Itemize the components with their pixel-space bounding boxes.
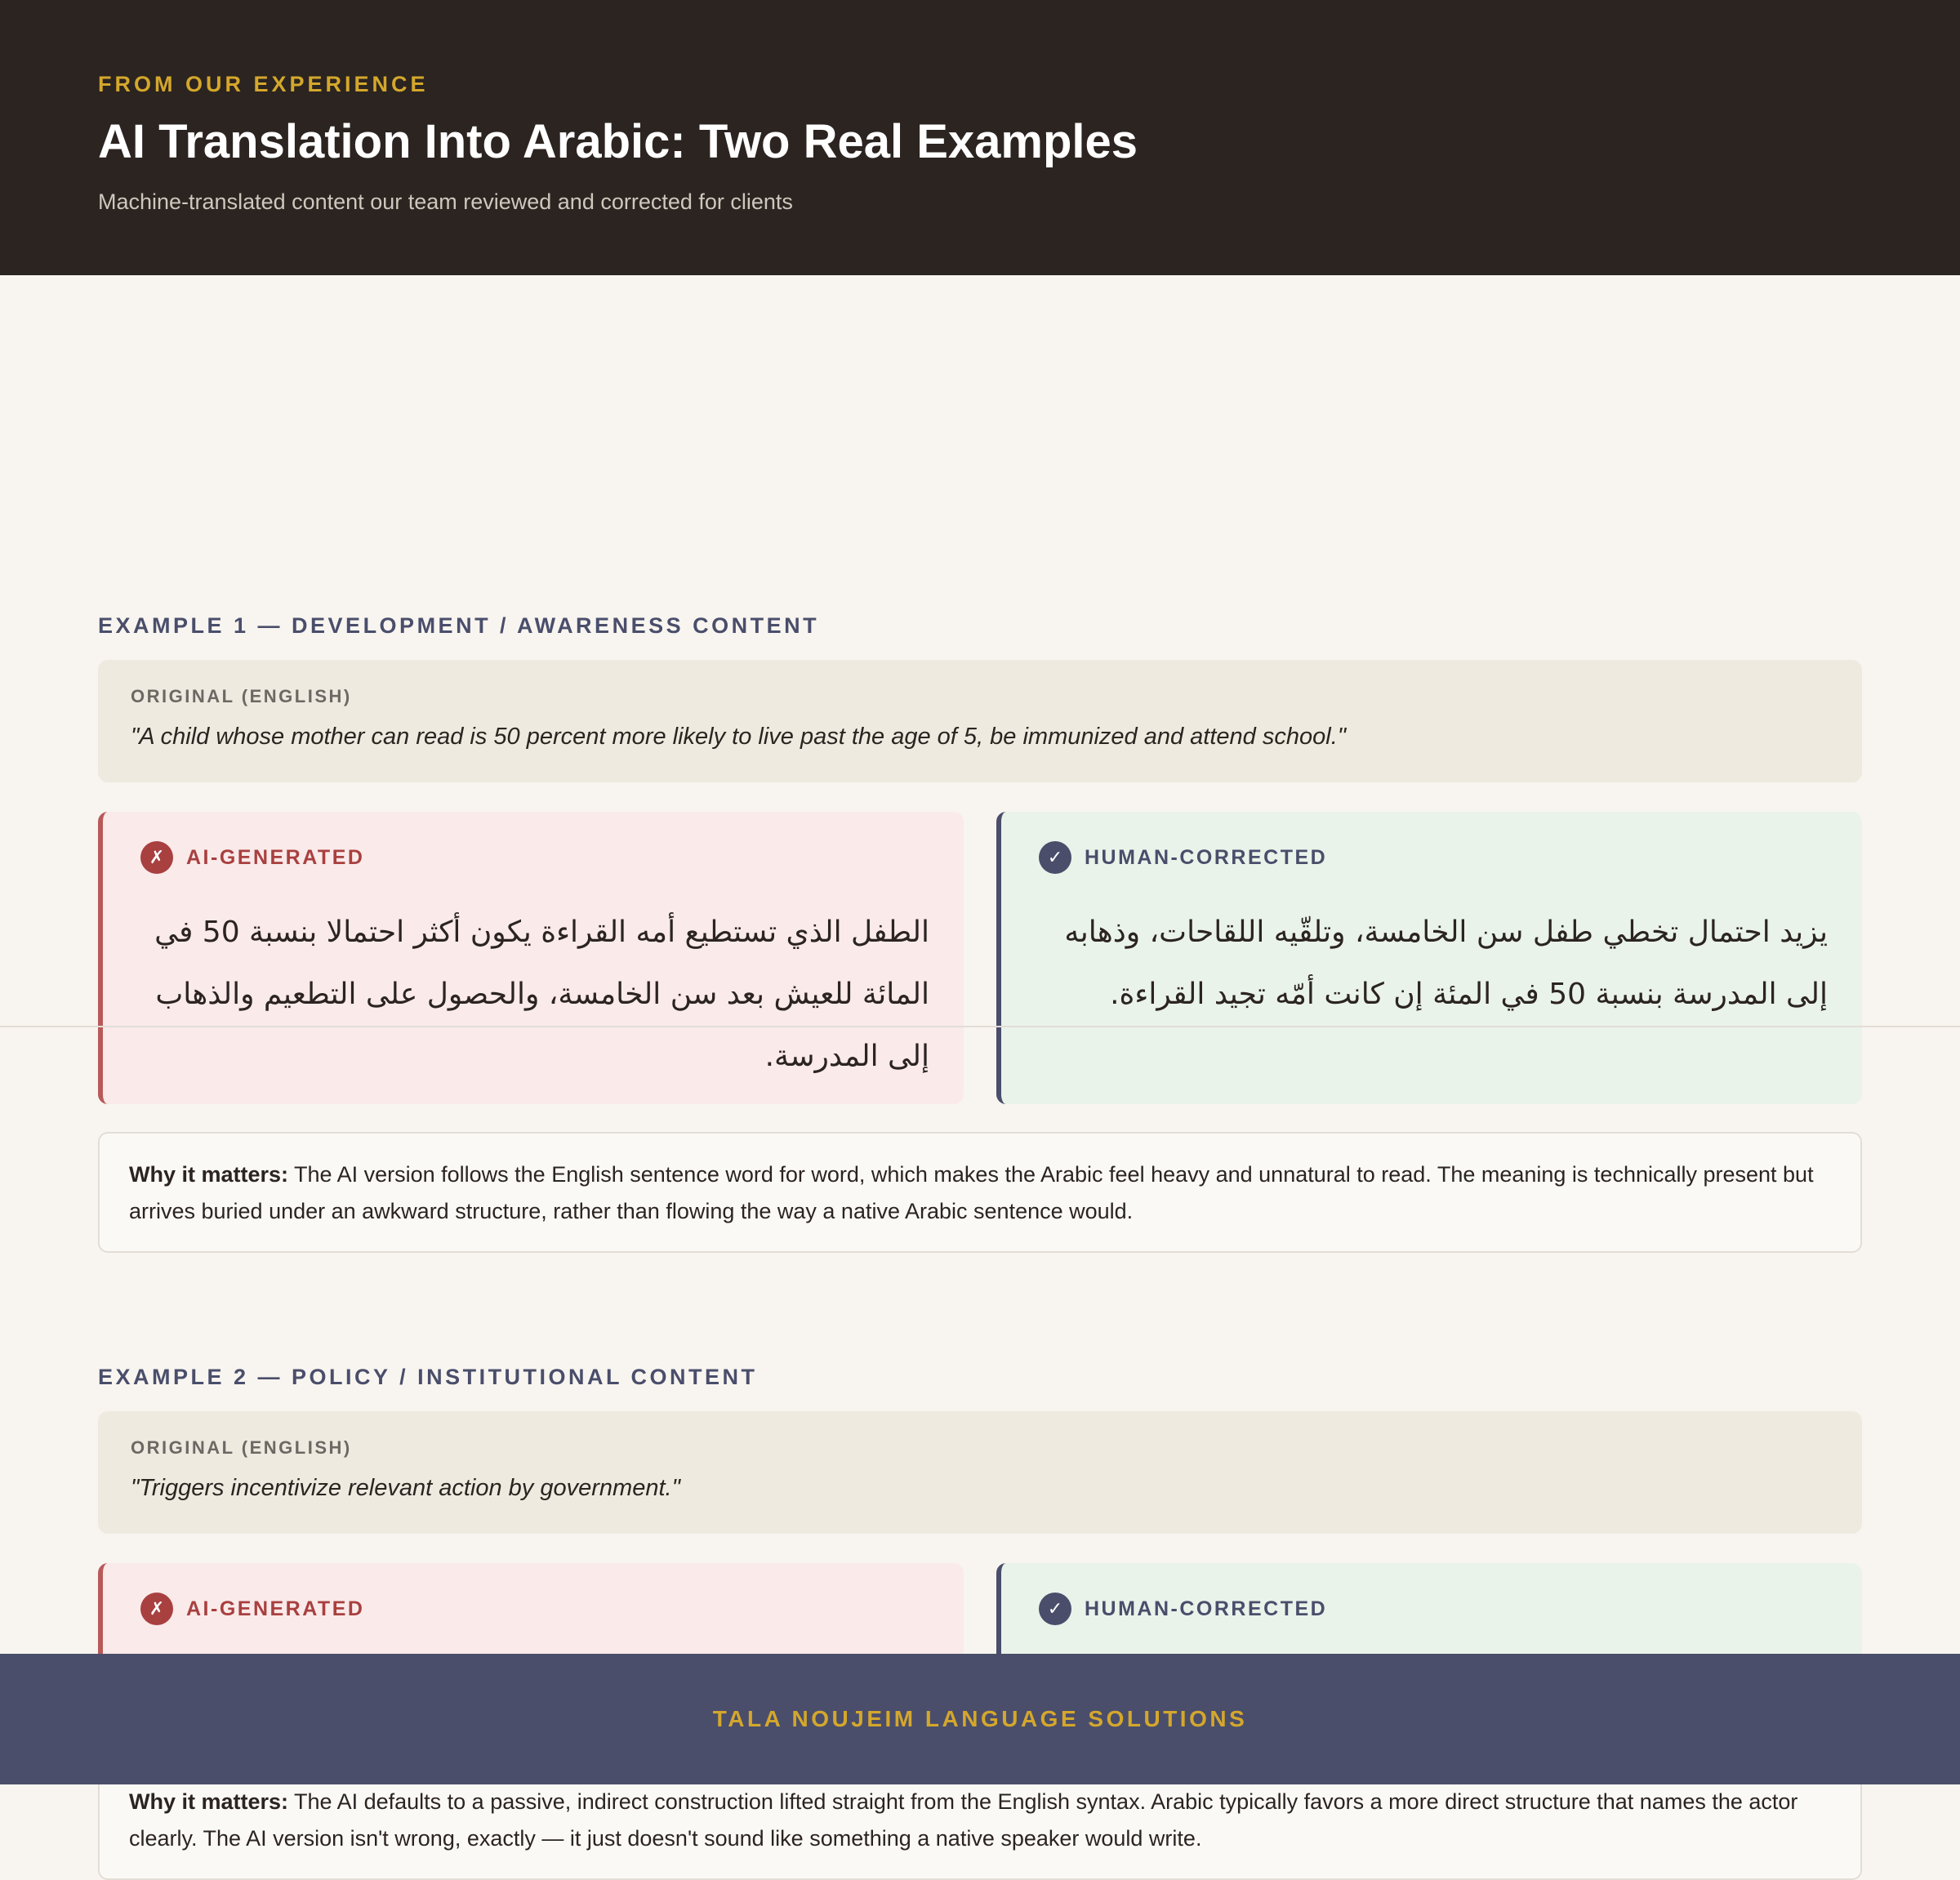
original-label: ORIGINAL (ENGLISH) <box>131 1437 352 1458</box>
card-header <box>1039 841 1327 874</box>
footer-brand: TALA NOUJEIM LANGUAGE SOLUTIONS <box>712 1706 1248 1731</box>
example-1-ai-card <box>98 812 964 1104</box>
ai-generated-label: AI-GENERATED <box>186 1597 365 1620</box>
example-1-human-card <box>996 812 1862 1104</box>
page-header <box>0 0 1960 275</box>
human-arabic-text: يزيد احتمال تخطي طفل سن الخامسة، وتلقّيه اللقاحات، وذهابه إلى المدرسة بنسبة 50 في المئة إن كانت أمّه تجيد القراءة. <box>1064 915 1828 1011</box>
why-label: Why it matters: <box>129 1789 289 1814</box>
original-label: ORIGINAL (ENGLISH) <box>131 686 352 706</box>
original-text: "Triggers incentivize relevant action by government." <box>131 1475 680 1501</box>
example-1-heading: EXAMPLE 1 — DEVELOPMENT / AWARENESS CONTENT <box>98 613 820 638</box>
card-header <box>140 1593 364 1625</box>
ai-generated-label: AI-GENERATED <box>186 845 365 869</box>
card-header <box>140 841 364 874</box>
original-text: "A child whose mother can read is 50 percent more likely to live past the age of 5, be immunized and attend school." <box>131 724 1347 750</box>
card-header <box>1039 1593 1327 1625</box>
human-corrected-label: HUMAN-CORRECTED <box>1085 845 1328 869</box>
human-corrected-label: HUMAN-CORRECTED <box>1085 1597 1328 1620</box>
page-title: AI Translation Into Arabic: Two Real Examples <box>98 115 1138 168</box>
section-divider <box>0 1026 1960 1027</box>
why-label: Why it matters: <box>129 1162 289 1187</box>
header-eyebrow: FROM OUR EXPERIENCE <box>98 72 429 96</box>
ai-arabic-text: الطفل الذي تستطيع أمه القراءة يكون أكثر احتمالا بنسبة 50 في المائة للعيش بعد سن الخامسة، والحصول على التطعيم والذهاب إلى المدرسة. <box>154 915 929 1073</box>
check-icon: ✓ <box>1039 1593 1071 1625</box>
example-1-why-box <box>98 1132 1862 1253</box>
cross-icon: ✗ <box>140 841 173 874</box>
page-footer <box>0 1654 1960 1784</box>
example-2-original-box <box>98 1411 1862 1534</box>
why-text: The AI defaults to a passive, indirect construction lifted straight from the English syntax. Arabic typically favors a more direct structure that names the actor clearly. The AI version isn't wrong, exactly — it just doesn't sound like something a native speaker would write. <box>129 1789 1798 1851</box>
check-icon: ✓ <box>1039 841 1071 874</box>
page-subtitle: Machine-translated content our team reviewed and corrected for clients <box>98 189 793 214</box>
why-text: The AI version follows the English sentence word for word, which makes the Arabic feel heavy and unnatural to read. The meaning is technically present but arrives buried under an awkward structure, rather than flowing the way a native Arabic sentence would. <box>129 1162 1814 1223</box>
example-1-original-box <box>98 660 1862 782</box>
cross-icon: ✗ <box>140 1593 173 1625</box>
example-2-heading: EXAMPLE 2 — POLICY / INSTITUTIONAL CONTENT <box>98 1365 758 1389</box>
